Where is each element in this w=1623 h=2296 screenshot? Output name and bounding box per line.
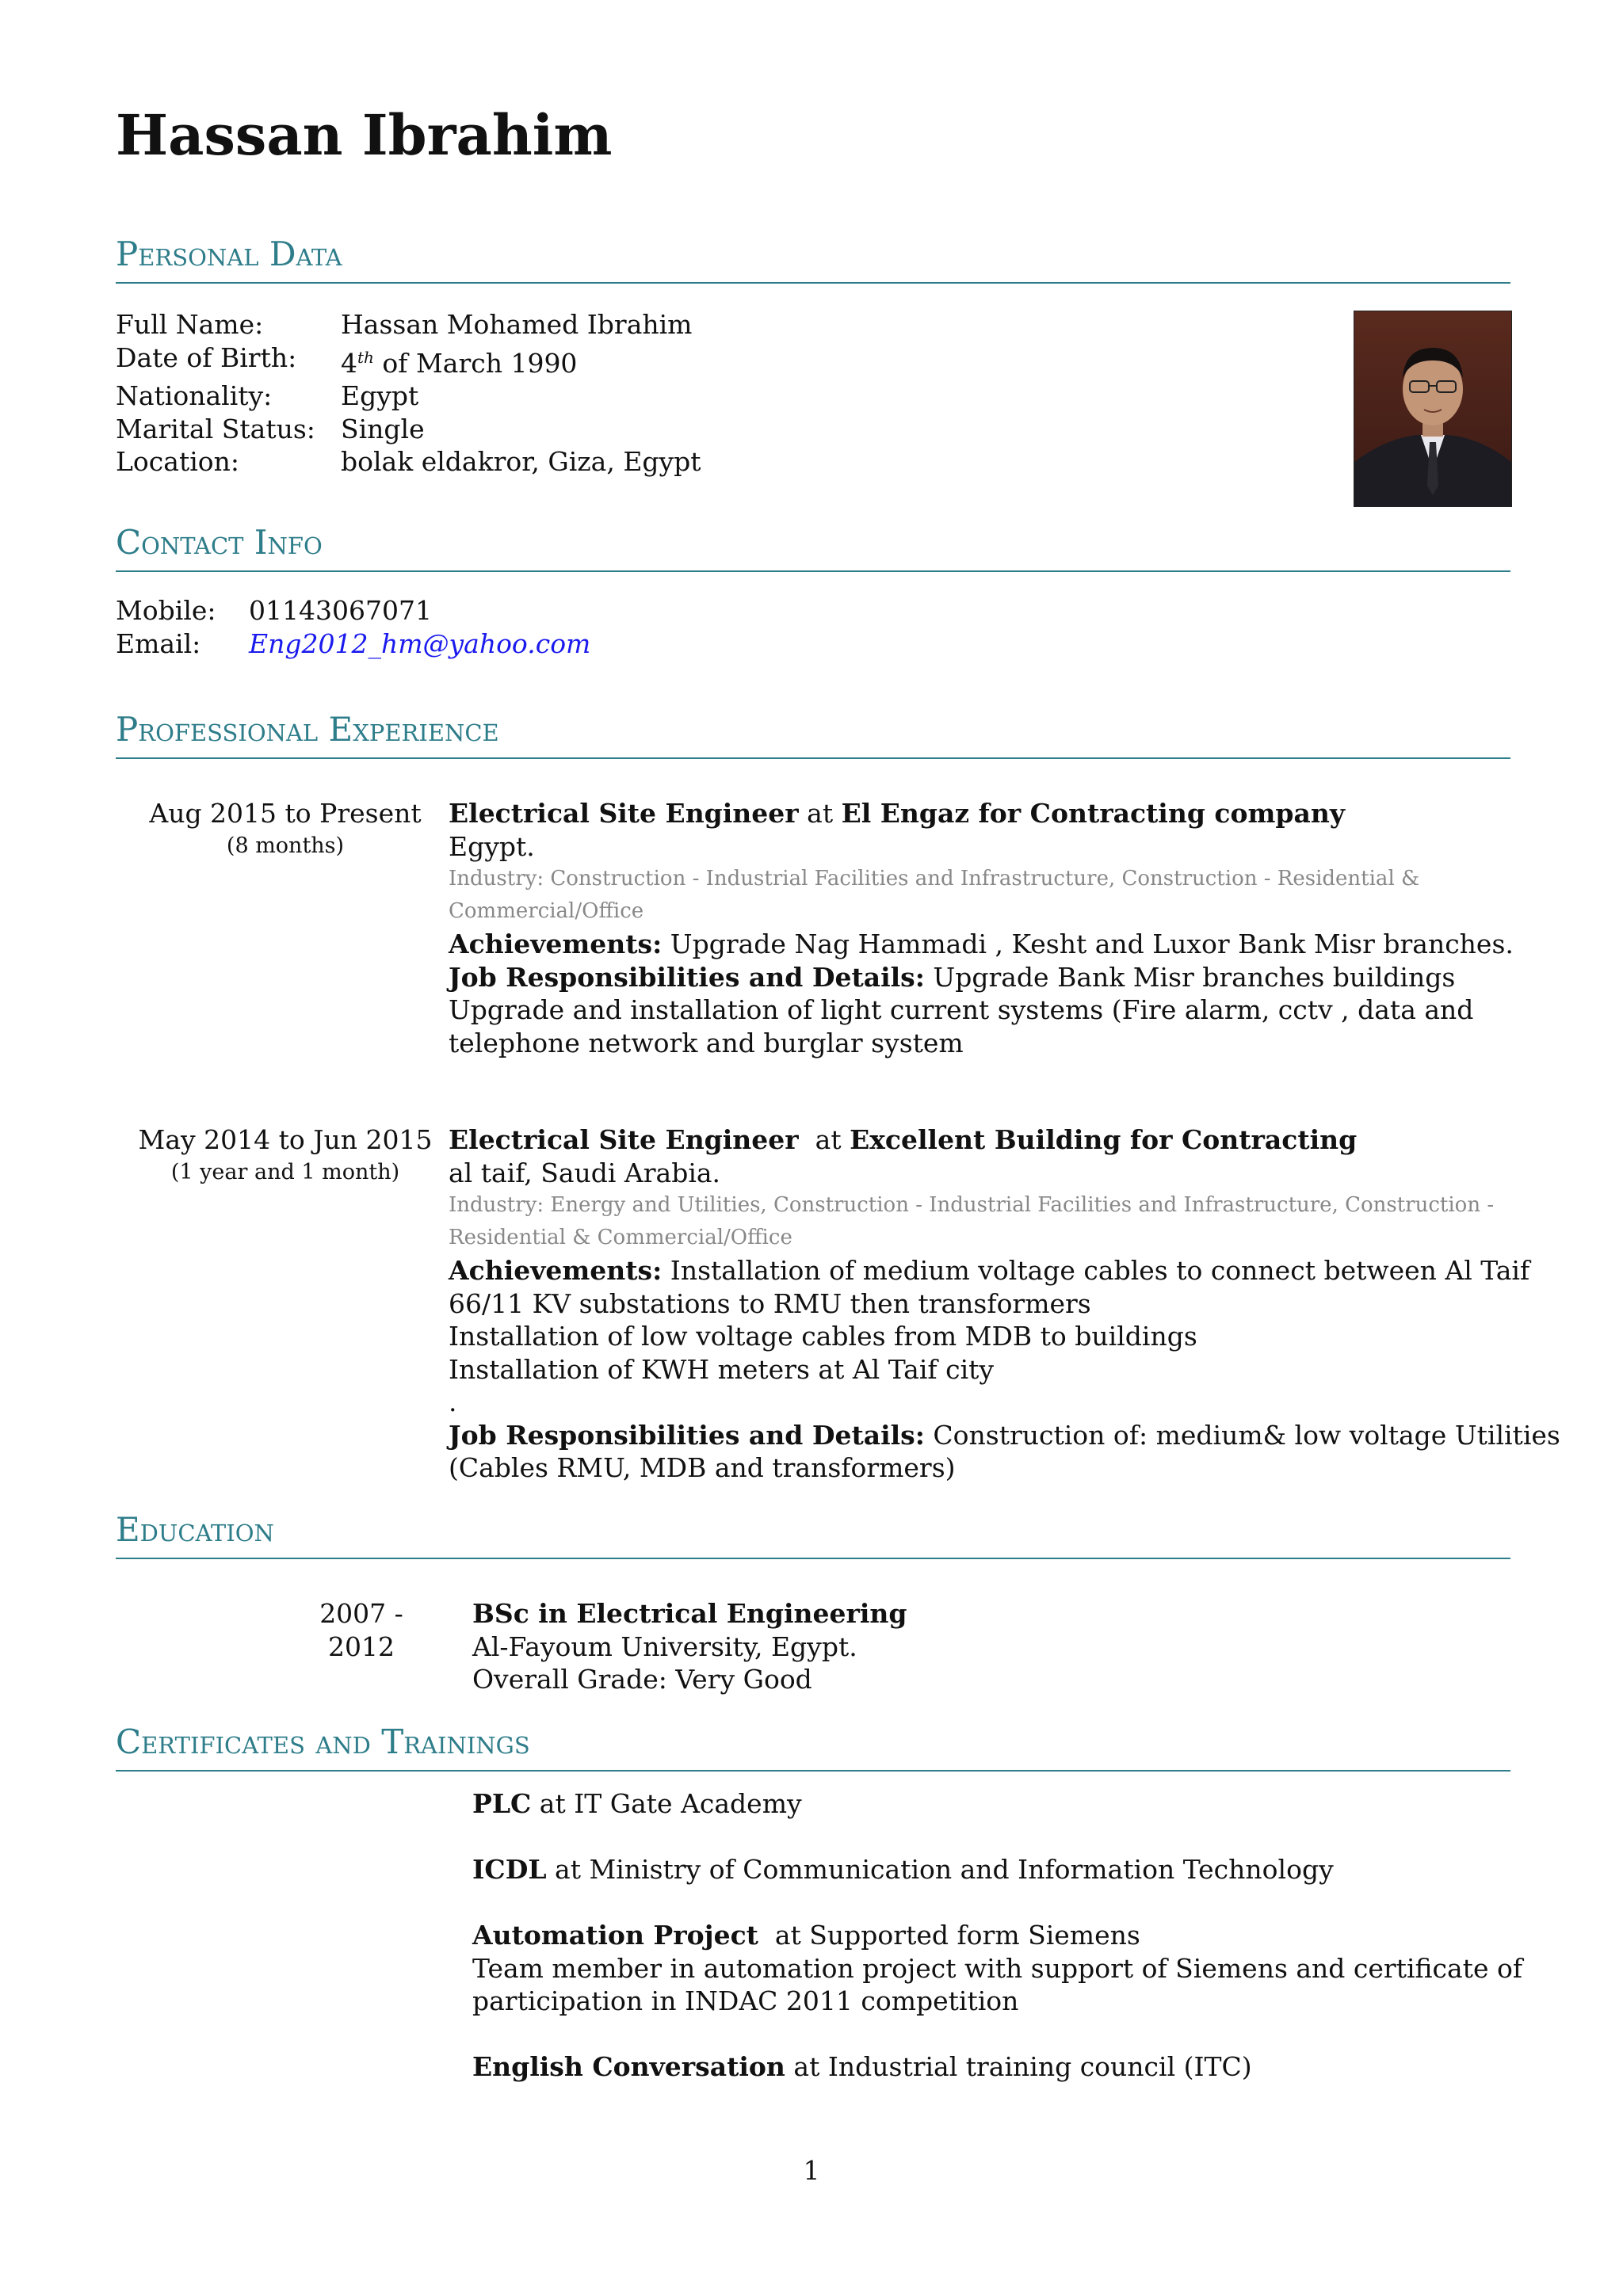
achievements-label: Achievements: [449, 1255, 663, 1286]
section-contact-info [116, 524, 1510, 572]
certificate-name: ICDL [472, 1854, 547, 1885]
job-title: Electrical Site Engineer [449, 1124, 799, 1155]
achievements-text: . [449, 1386, 457, 1417]
spacer [472, 2018, 1522, 2051]
job-title: Electrical Site Engineer [449, 798, 799, 829]
location-label: Location: [116, 446, 239, 477]
section-divider [116, 757, 1510, 759]
responsibilities-text: telephone network and burglar system [449, 1027, 964, 1058]
contact-table [116, 594, 590, 660]
certificate-issuer: at Supported form Siemens [758, 1920, 1140, 1951]
responsibilities [449, 961, 1514, 994]
education-years: 2007 - 2012 [319, 1598, 403, 1662]
section-divider [116, 282, 1510, 284]
row-marital-status [116, 413, 701, 446]
marital-value: Single [341, 413, 425, 444]
experience-date-range: May 2014 to Jun 2015 [138, 1124, 433, 1155]
responsibilities-text: Upgrade and installation of light current systems (Fire alarm, cctv , data and [449, 994, 1474, 1025]
grade: Overall Grade: Very Good [472, 1664, 812, 1695]
experience-duration: (1 year and 1 month) [170, 1159, 400, 1184]
profile-photo [1354, 311, 1512, 507]
experience-location: Egypt. [449, 830, 535, 862]
row-mobile [116, 594, 590, 627]
certificate-issuer: at Ministry of Communication and Information Technology [546, 1854, 1334, 1885]
personal-data-table [116, 308, 701, 479]
full-name-label: Full Name: [116, 309, 264, 340]
certificate-item [472, 2050, 1522, 2084]
section-title-personal: Personal Data [116, 235, 342, 273]
row-email [116, 627, 590, 661]
email-label: Email: [116, 627, 201, 659]
certificate-issuer: at Industrial training council (ITC) [785, 2051, 1252, 2082]
experience-dates [116, 1123, 455, 1188]
certificate-description: participation in INDAC 2011 competition [472, 1985, 1019, 2016]
achievements [449, 928, 1514, 961]
section-title-contact: Contact Info [116, 523, 323, 562]
company-name: Excellent Building for Contracting [850, 1124, 1358, 1155]
certificate-name: PLC [472, 1788, 532, 1819]
achievements-text: Installation of medium voltage cables to connect between Al Taif [662, 1255, 1530, 1286]
certificate-item [472, 1787, 1522, 1821]
experience-details [449, 1123, 1560, 1485]
responsibilities-text: Construction of: medium& low voltage Utilities [924, 1419, 1560, 1451]
dob-value [341, 341, 577, 380]
cv-name: Hassan Ibrahim [116, 102, 613, 168]
experience-details [449, 797, 1514, 1059]
section-divider [116, 1558, 1510, 1559]
certificate-item [472, 1919, 1522, 1952]
achievements-text: Installation of low voltage cables from MDB to buildings [449, 1321, 1197, 1352]
certificate-item [472, 1853, 1522, 1886]
mobile-value: 01143067071 [249, 595, 432, 626]
company-name: El Engaz for Contracting company [841, 798, 1346, 829]
page-number: 1 [803, 2155, 820, 2186]
achievements-text: 66/11 KV substations to RMU then transformers [449, 1287, 1091, 1319]
location-value: bolak eldakror, Giza, Egypt [341, 446, 701, 477]
section-certificates [116, 1724, 1510, 1772]
section-divider [116, 1770, 1510, 1772]
full-name-value: Hassan Mohamed Ibrahim [341, 309, 693, 340]
experience-dates [116, 797, 455, 862]
section-divider [116, 570, 1510, 572]
experience-heading [449, 1123, 1560, 1157]
industry-line: Industry: Construction - Industrial Facilities and Infrastructure, Construction - Residential & [449, 867, 1420, 891]
industry-line: Commercial/Office [449, 899, 644, 923]
dob-month-year: of March 1990 [373, 347, 578, 379]
spacer [472, 1821, 1522, 1854]
achievements-label: Achievements: [449, 929, 663, 959]
experience-heading [449, 797, 1514, 830]
achievements-text: Installation of KWH meters at Al Taif city [449, 1353, 995, 1385]
industry-line: Residential & Commercial/Office [449, 1226, 792, 1249]
certificates-body [472, 1787, 1522, 2084]
dob-day: 4 [341, 347, 357, 379]
achievements [449, 1254, 1560, 1287]
spacer [472, 1886, 1522, 1920]
dob-label: Date of Birth: [116, 341, 297, 373]
section-education [116, 1512, 1510, 1559]
degree-title: BSc in Electrical Engineering [472, 1598, 907, 1629]
certificate-issuer: at IT Gate Academy [531, 1788, 802, 1819]
achievements-text: Upgrade Nag Hammadi , Kesht and Luxor Bank Misr branches. [662, 929, 1514, 959]
certificate-description: Team member in automation project with support of Siemens and certificate of [472, 1952, 1523, 1984]
row-dob [116, 341, 701, 380]
section-title-education: Education [116, 1510, 274, 1549]
certificate-name: English Conversation [472, 2051, 785, 2082]
section-title-experience: Professional Experience [116, 710, 499, 749]
responsibilities-text: (Cables RMU, MDB and transformers) [449, 1452, 956, 1483]
row-full-name [116, 308, 701, 341]
email-link[interactable]: Eng2012_hm@yahoo.com [249, 627, 591, 659]
marital-label: Marital Status: [116, 413, 315, 444]
row-nationality [116, 379, 701, 413]
industry-line: Industry: Energy and Utilities, Construction - Industrial Facilities and Infrastructure, Construction - [449, 1193, 1495, 1217]
mobile-label: Mobile: [116, 595, 216, 626]
responsibilities-label: Job Responsibilities and Details: [449, 961, 925, 993]
responsibilities-label: Job Responsibilities and Details: [449, 1419, 925, 1451]
at-text: at [798, 1124, 850, 1155]
section-personal-data [116, 236, 1510, 284]
certificate-name: Automation Project [472, 1920, 758, 1951]
experience-duration: (8 months) [226, 833, 345, 858]
responsibilities [449, 1419, 1560, 1452]
nationality-label: Nationality: [116, 380, 273, 411]
section-professional-experience [116, 711, 1510, 759]
experience-location: al taif, Saudi Arabia. [449, 1157, 721, 1188]
education-details [472, 1597, 907, 1696]
at-text: at [798, 798, 842, 829]
dob-ordinal: th [357, 347, 374, 367]
responsibilities-text: Upgrade Bank Misr branches buildings [924, 961, 1456, 993]
section-title-certificates: Certificates and Trainings [116, 1722, 530, 1761]
nationality-value: Egypt [341, 380, 419, 411]
experience-date-range: Aug 2015 to Present [149, 798, 422, 829]
university: Al-Fayoum University, Egypt. [472, 1630, 857, 1662]
row-location [116, 445, 701, 479]
